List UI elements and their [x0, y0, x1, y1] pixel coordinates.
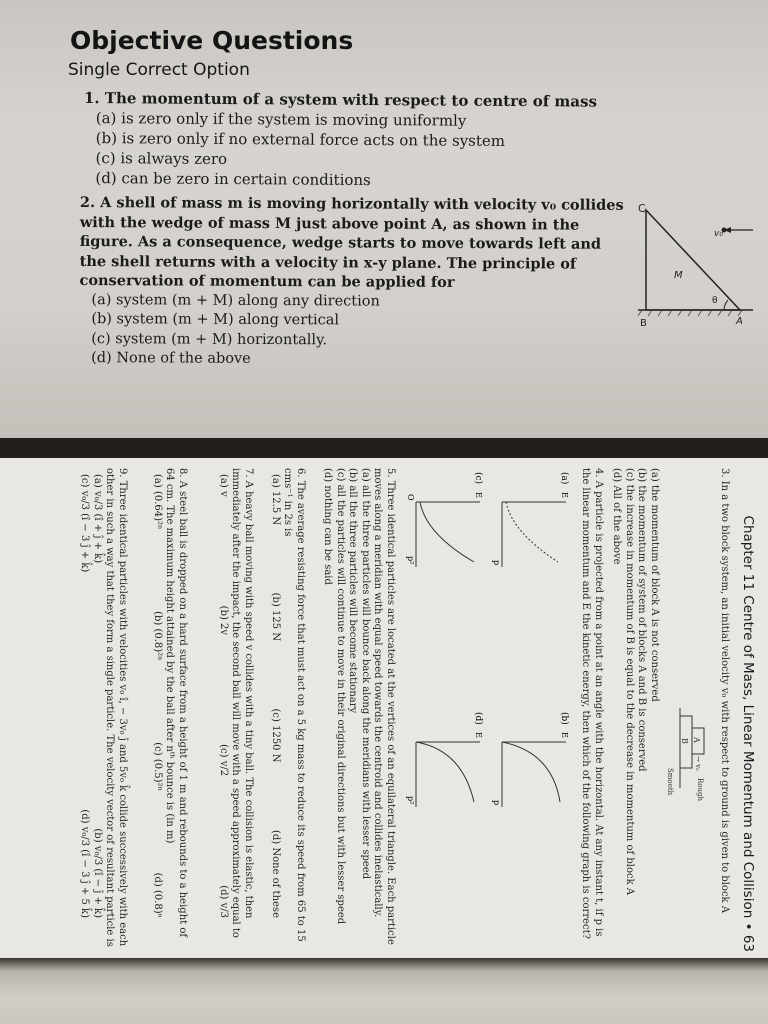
wedge-figure [628, 200, 758, 330]
question-4-stem: 4. A particle is projected from a point at an angle with the horizontal. At any instant t, if p is the linear momentum and E the kinetic energy, then which of the following graph is correct? [580, 468, 604, 940]
page-gap [0, 438, 768, 458]
fig-label-b: B [680, 738, 689, 744]
question-5-option-b: (b) all the three particles will become stationary [347, 468, 359, 714]
question-8-option-d: (d) (0.8)ⁿ [152, 872, 163, 918]
question-3-stem: 3. In a two block system, an initial velocity v₀ with respect to ground is given to block A [719, 468, 730, 914]
graph-a-label: (a) [559, 472, 569, 485]
graph-c-axis-e: E [474, 492, 483, 498]
rotated-page-content [0, 458, 768, 958]
question-1-text: The momentum of a system with respect to centre of mass [104, 89, 598, 111]
section-heading: Objective Questions [70, 26, 354, 55]
question-5-option-c: (c) all the particles will continue to move in their original directions but with lesser speed [335, 468, 346, 925]
question-3 [718, 468, 731, 948]
question-5-option-a: (a) all the three particles will bounce back along the meridians with lesser speed [360, 468, 371, 880]
question-7 [217, 468, 255, 948]
graph-b-label: (b) [559, 712, 569, 725]
graph-b [494, 712, 572, 812]
question-7-stem: 7. A heavy ball moving with speed v collides with a tiny ball. The collision is elastic, then immediately after the impact, the second ball will move with a speed approximately equal to [230, 468, 254, 938]
question-6 [269, 468, 307, 948]
section-subheading: Single Correct Option [68, 60, 250, 80]
graph-d [408, 712, 486, 812]
question-9-option-b: (b) v₀/3 (î − ĵ + k̂) [92, 828, 103, 918]
wedge-shape [646, 210, 740, 310]
question-2-option-a: (a) system (m + M) along any direction [91, 291, 380, 310]
question-8-options [151, 468, 164, 948]
label-a: A [736, 316, 743, 327]
graph-c [408, 472, 486, 572]
graph-d-curve [416, 742, 474, 802]
question-6-option-d: (d) None of these [270, 829, 281, 918]
question-3-option-b: (b) the momentum of system of blocks A and B is conserved [636, 468, 648, 772]
question-1-option-a: (a) is zero only if the system is moving uniformly [95, 109, 467, 130]
graph-b-axis-p: p [492, 800, 501, 806]
question-7-options [217, 468, 230, 948]
graph-c-label: (c) [473, 472, 483, 485]
question-1 [83, 88, 604, 192]
question-6-option-c: (c) 1250 N [270, 708, 281, 763]
question-2-option-d: (d) None of the above [91, 350, 251, 367]
question-7-option-a: (a) v [218, 474, 229, 497]
label-theta: θ [712, 296, 718, 306]
question-5-stem: 5. Three identical particles are located at the vertices of an equilateral triangle. Each particle moves along a meridian with equal speed towards the centroid and collides inelastically. [372, 468, 396, 945]
chapter-header: Chapter 11 Centre of Mass, Linear Momentum and Collision • 63 [740, 515, 756, 952]
fig-label-rough: Rough [696, 778, 704, 801]
question-2-option-b: (b) system (m + M) along vertical [91, 311, 340, 329]
question-8-stem: 8. A steel ball is dropped on a hard surface from a height of 1 m and rebounds to a height of 64 cm. The maximum height attained by the ball after nᵗʰ bounce is (in m) [164, 468, 188, 938]
graph-b-curve [502, 742, 560, 802]
fig-label-a: A [692, 737, 701, 743]
label-c: C [638, 202, 646, 215]
graph-a-axis-e: E [560, 492, 569, 498]
graph-a-curve [506, 502, 558, 562]
question-3-option-c: (c) the increase in momentum of B is equal to the decrease in momentum of block A [624, 468, 635, 896]
graph-c-curve [420, 502, 474, 562]
question-6-options [269, 468, 282, 948]
question-8-option-a: (a) (0.64)²ⁿ [152, 474, 163, 530]
question-9-option-d: (d) v₀/3 (î − 3 ĵ + 5 k̂) [79, 809, 91, 918]
question-5 [321, 468, 396, 948]
label-v0: v₀ [714, 229, 723, 239]
question-9-stem: 9. Three identical particles with velocities v₀ î, − 3v₀ ĵ and 5v₀ k̂ collide successively with each other in such a way that they form a single particle. The velocity vector of resultant particle is [104, 468, 128, 947]
question-3-options [610, 468, 660, 948]
question-6-option-b: (b) 125 N [270, 592, 281, 642]
bottom-page-edge [0, 958, 768, 1024]
question-4-graphs [402, 472, 572, 942]
two-block-figure [662, 708, 710, 828]
question-7-option-d: (d) v/3 [218, 885, 229, 918]
graph-c-axis-o: O [406, 494, 415, 501]
top-page-photo [0, 0, 768, 438]
question-2-number: 2. [79, 193, 96, 212]
question-3-option-d: (d) All of the above [611, 468, 623, 565]
question-1-number: 1. [83, 88, 100, 108]
question-9 [78, 468, 128, 948]
question-4 [579, 468, 604, 948]
question-9-options-row-1 [91, 468, 104, 948]
question-9-option-c: (c) v₀/3 (î − 3 ĵ + k̂) [79, 474, 91, 573]
graph-a-axis-p: p [492, 560, 501, 566]
question-2-stem [79, 193, 625, 293]
question-7-option-c: (c) v/2 [218, 744, 229, 777]
graph-c-axis-p2: p² [406, 556, 415, 565]
question-8 [151, 468, 189, 948]
question-8-option-c: (c) (0.5)²ⁿ [152, 742, 163, 791]
question-9-options-row-2 [78, 468, 91, 948]
question-1-option-d: (d) can be zero in certain conditions [95, 169, 371, 190]
bottom-page-photo [0, 458, 768, 958]
question-2 [79, 193, 625, 371]
fig-label-smooth: Smooth [666, 768, 674, 796]
graph-d-axis-p2: p² [406, 796, 415, 805]
ground-hatching [638, 310, 742, 316]
question-6-stem: 6. The average resisting force that must act on a 5 kg mass to reduce its speed from 65 to 15 cms⁻¹ in 2s is [282, 468, 306, 942]
fig-label-v0: → v₀ [694, 756, 702, 771]
graph-d-label: (d) [473, 712, 483, 725]
question-1-option-c: (c) is always zero [95, 149, 228, 169]
angle-arc [724, 300, 728, 310]
question-7-option-b: (b) 2v [218, 605, 229, 636]
label-m: M [674, 270, 683, 281]
question-5-option-d: (d) nothing can be said [322, 468, 334, 585]
question-3-option-a: (a) the momentum of block A is not conserved [649, 468, 660, 702]
question-2-text: A shell of mass m is moving horizontally with velocity v₀ collides with the wedge of mass M just above point A, as shown in the figure. As a consequence, wedge starts to move towards left and the shell returns with a velocity in x-y plane. The principle of conservation of momentum can be applied for [79, 194, 624, 291]
graph-b-axis-e: E [560, 732, 569, 738]
graph-d-axis-e: E [474, 732, 483, 738]
question-6-option-a: (a) 12.5 N [270, 474, 281, 526]
question-2-option-c: (c) system (m + M) horizontally. [91, 330, 328, 348]
question-8-option-b: (b) (0.8)²ⁿ [152, 611, 163, 661]
question-1-option-b: (b) is zero only if no external force acts on the system [95, 129, 506, 150]
graph-a [494, 472, 572, 572]
label-b: B [640, 318, 647, 329]
question-9-option-a: (a) v₀/3 (î + ĵ + k̂) [92, 474, 103, 564]
